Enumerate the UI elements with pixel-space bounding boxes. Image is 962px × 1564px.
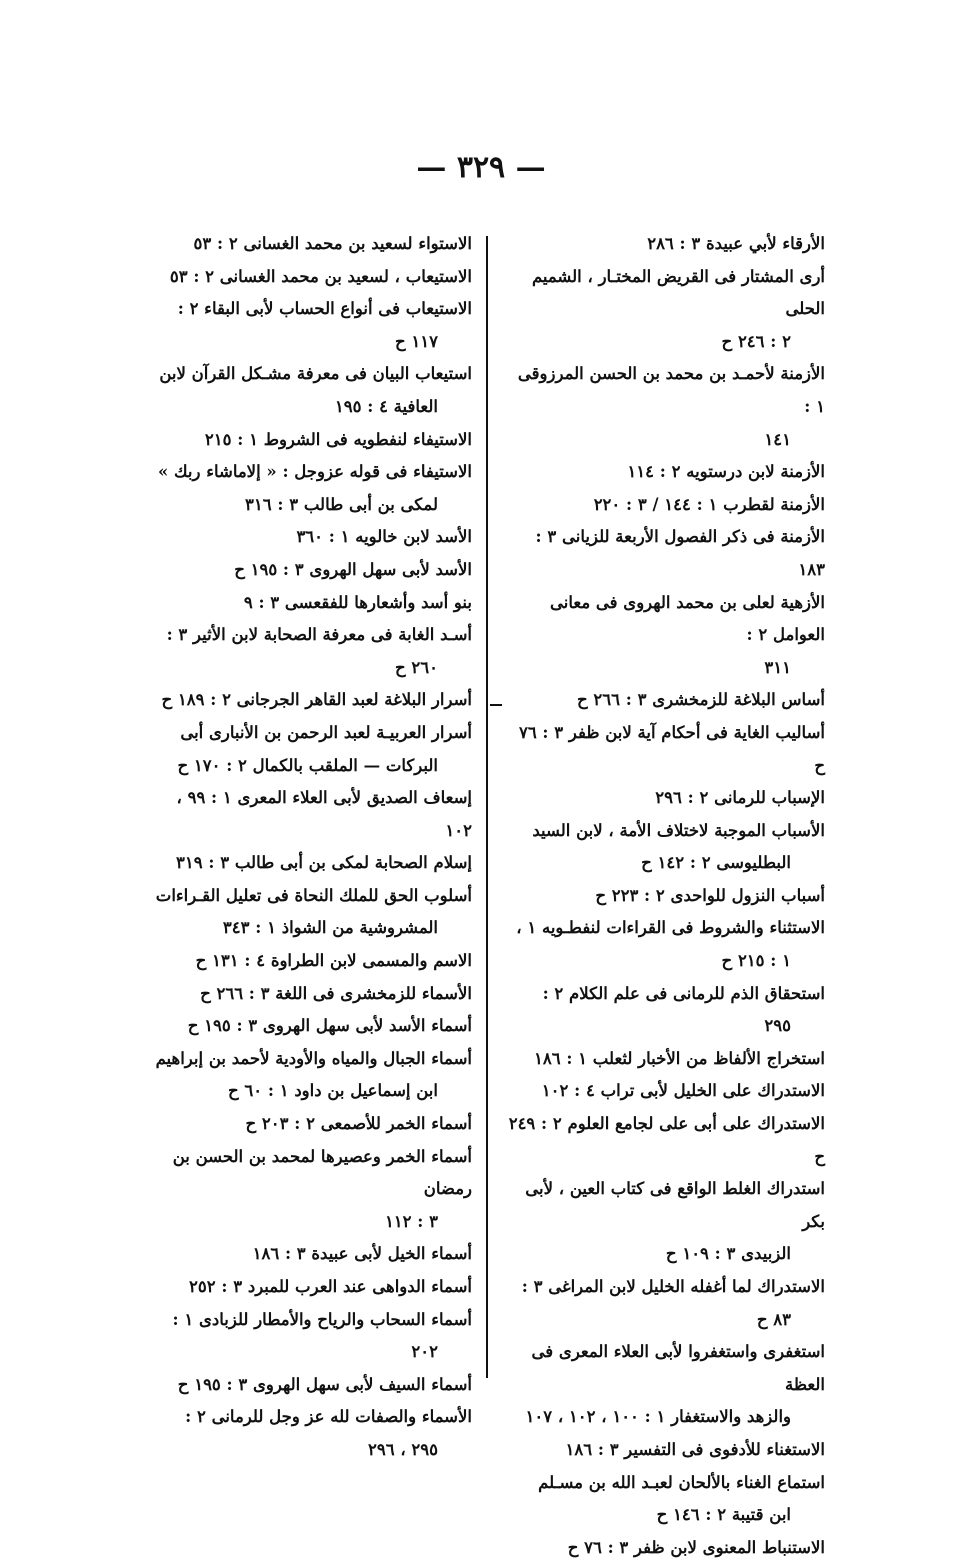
index-entry <box>150 587 472 620</box>
index-entry <box>505 1075 825 1108</box>
index-entry <box>150 1271 472 1304</box>
index-entry <box>150 782 472 847</box>
index-entry <box>150 945 472 978</box>
entry-title: استغفرى واستغفروا لأبى العلاء المعرى فى العظة <box>531 1342 825 1394</box>
entry-continuation: الزبيدى ٣ : ١٠٩ ح <box>665 1244 791 1264</box>
index-entry <box>150 978 472 1011</box>
entry-continuation: البطليوسى ٢ : ١٤٢ ح <box>641 853 791 873</box>
entry-continuation: ١١٧ ح <box>395 331 438 351</box>
entry-title: الأزهية لعلى بن محمد الهروى فى معانى العوامل ٢ : <box>549 592 825 645</box>
entry-continuation: ٨٣ ح <box>756 1309 791 1329</box>
index-entry <box>150 1043 472 1108</box>
entry-continuation: ٢٩٥ <box>764 1016 791 1036</box>
index-entry <box>505 1173 825 1271</box>
entry-title: الاستغناء للأدفوى فى التفسير ٣ : ١٨٦ <box>565 1439 825 1459</box>
entry-continuation: ٢٦٠ ح <box>395 657 438 677</box>
index-entry <box>150 1304 472 1369</box>
entry-title: أسباب النزول للواحدى ٢ : ٢٢٣ ح <box>595 885 825 905</box>
entry-title: استخراج الألفاظ من الأخبار لثعلب ١ : ١٨٦ <box>533 1048 825 1068</box>
entry-title: أرى المشتار فى القريض المختـار ، الشميم الحلى <box>531 266 825 319</box>
index-entry <box>505 912 825 977</box>
entry-title: أسماء الخمر للأصمعى ٢ : ٢٠٣ ح <box>245 1114 472 1134</box>
entry-continuation: ١ : ٢١٥ ح <box>721 951 791 971</box>
index-entry <box>150 847 472 880</box>
column-divider <box>486 236 488 1378</box>
entry-continuation: ابن إسماعيل بن داود ١ : ٦٠ ح <box>227 1081 438 1101</box>
index-entry <box>505 228 825 261</box>
index-entry <box>505 489 825 522</box>
index-entry <box>150 619 472 684</box>
index-entry <box>505 717 825 782</box>
index-entry <box>150 1369 472 1402</box>
entry-title: الاستيفاء لنفطويه فى الشروط ١ : ٢١٥ <box>204 429 472 449</box>
entry-title: الأرقاء لأبي عبيدة ٣ : ٢٨٦ <box>647 234 825 253</box>
entry-title: أسماء السيف لأبى سهل الهروى ٣ : ١٩٥ ح <box>177 1374 472 1394</box>
entry-title: الأسماء للزمخشرى فى اللغة ٣ : ٢٦٦ ح <box>200 983 472 1003</box>
entry-title: الأسباب الموجبة لاختلاف الأمة ، لابن السيد <box>532 820 825 840</box>
index-entry <box>150 261 472 294</box>
entry-title: استدراك الغلط الواقع فى كتاب العين ، لأبى بكر <box>525 1179 825 1231</box>
entry-continuation: ٢ : ٢٤٦ ح <box>721 331 791 351</box>
index-entry <box>150 684 472 717</box>
index-column-left <box>150 228 472 1467</box>
entry-title: بنو أسد وأشعارها للفقعسى ٣ : ٩ <box>243 592 472 612</box>
index-entry <box>505 456 825 489</box>
index-entry <box>505 1336 825 1434</box>
entry-title: إسلام الصحابة لمكى بن أبى طالب ٣ : ٣١٩ <box>176 853 472 873</box>
index-entry <box>150 1141 472 1239</box>
entry-title: الاستيعاب فى أنواع الحساب لأبى البقاء ٢ : <box>177 299 472 319</box>
entry-title: الإسباب للرمانى ٢ : ٢٩٦ <box>655 788 825 808</box>
entry-title: أسماء الخمر وعصيرها لمحمد بن الحسن بن رمضان <box>172 1146 472 1199</box>
entry-title: استحقاق الذم للرمانى فى علم الكلام ٢ : <box>542 983 825 1003</box>
index-entry <box>150 521 472 554</box>
entry-title: الاستدراك لما أغفله الخليل لابن المراغى ٣ : <box>521 1277 825 1296</box>
entry-continuation: المشروشية من الشواذ ١ : ٣٤٣ <box>222 918 438 938</box>
entry-title: الأزمنة فى ذكر الفصول الأربعة للزيانى ٣ : ١٨٣ <box>535 527 825 579</box>
entry-title: الأسد لابن خالويه ١ : ٣٦٠ <box>296 527 472 547</box>
entry-title: الاستنباط المعنوى لابن ظفر ٣ : ٧٦ ح <box>567 1537 825 1557</box>
entry-title: الأزمنة لقطرب ١ : ١٤٤ / ٣ : ٢٢٠ <box>593 494 825 514</box>
index-entry <box>505 587 825 685</box>
entry-title: الاستيعاب ، لسعيد بن محمد الغسانى ٢ : ٥٣ <box>169 266 472 286</box>
index-entry <box>505 815 825 880</box>
entry-title: استيعاب البيان فى معرفة مشـكل القرآن لابن <box>159 364 472 384</box>
entry-title: إسعاف الصديق لأبى العلاء المعرى ١ : ٩٩ ، ١٠٢ <box>176 788 472 840</box>
index-entry <box>150 456 472 521</box>
entry-title: الاستثناء والشروط فى القراءات لنفطـويه ١ ، <box>516 918 825 938</box>
entry-title: أسماء الأسد لأبى سهل الهروى ٣ : ١٩٥ ح <box>187 1016 472 1036</box>
index-column-right <box>505 228 825 1564</box>
entry-title: الأزمنة لابن درستويه ٢ : ١١٤ <box>627 462 825 482</box>
entry-continuation: البركات — الملقب بالكمال ٢ : ١٧٠ ح <box>177 755 438 775</box>
entry-continuation: العافية ٤ : ١٩٥ <box>334 396 438 416</box>
index-entry <box>505 358 825 456</box>
index-entry <box>505 1271 825 1336</box>
entry-continuation: ٢٠٢ <box>411 1342 438 1362</box>
index-entry <box>150 424 472 457</box>
entry-continuation: ٣١١ <box>764 657 791 677</box>
entry-title: أسلوب الحق للملك النحاة فى تعليل القـراءات <box>155 885 472 905</box>
index-entry <box>150 1238 472 1271</box>
index-entry <box>505 1532 825 1564</box>
index-entry <box>505 782 825 815</box>
index-entry <box>150 1401 472 1466</box>
entry-continuation: ٢٩٥ ، ٢٩٦ <box>367 1439 438 1459</box>
index-entry <box>505 261 825 359</box>
entry-title: الاستدراك على الخليل لأبى تراب ٤ : ١٠٢ <box>541 1081 825 1101</box>
entry-continuation: ٣ : ١١٢ <box>384 1211 438 1231</box>
divider-tick-mark <box>490 704 502 706</box>
index-entry <box>505 978 825 1043</box>
index-entry <box>150 228 472 261</box>
index-entry <box>505 880 825 913</box>
entry-title: الأسماء والصفات لله عز وجل للرمانى ٢ : <box>185 1407 472 1427</box>
page-number: — ٣٢٩ — <box>416 150 546 185</box>
index-entry <box>505 1043 825 1076</box>
entry-title: أسماء الخيل لأبى عبيدة ٣ : ١٨٦ <box>252 1244 472 1264</box>
entry-title: الأزمنة لأحمـد بن محمد بن الحسن المرزوقى ١ : <box>517 364 825 416</box>
entry-title: أسماء الدواهى عند العرب للمبرد ٣ : ٢٥٢ <box>189 1277 472 1296</box>
entry-title: أساس البلاغة للزمخشرى ٣ : ٢٦٦ ح <box>576 690 825 710</box>
entry-title: أسرار العربيـة لعبد الرحمن بن الأنبارى أبى <box>180 722 472 742</box>
index-entry <box>150 880 472 945</box>
index-entry <box>505 1467 825 1532</box>
index-entry <box>505 1434 825 1467</box>
entry-continuation: ١٤١ <box>764 429 791 449</box>
index-entry <box>150 717 472 782</box>
index-entry <box>150 1010 472 1043</box>
entry-title: أسماء السحاب والرياح والأمطار للزبادى ١ : <box>172 1309 472 1329</box>
entry-continuation: ابن قتيبة ٢ : ١٤٦ ح <box>656 1505 791 1525</box>
index-entry <box>150 293 472 358</box>
entry-title: استماع الغناء بالألحان لعبـد الله بن مسـلم <box>538 1472 825 1492</box>
entry-title: الاسم والمسمى لابن الطراوة ٤ : ١٣١ ح <box>195 951 472 971</box>
entry-title: الاستدراك على أبى على لجامع العلوم ٢ : ٢٤٩ ح <box>508 1114 825 1166</box>
index-entry <box>150 1108 472 1141</box>
entry-title: الاستيفاء فى قوله عزوجل : « إلاماشاء ربك » <box>157 462 472 482</box>
entry-title: أسرار البلاغة لعبد القاهر الجرجانى ٢ : ١٨٩ ح <box>161 690 472 710</box>
entry-title: الأسد لأبى سهل الهروى ٣ : ١٩٥ ح <box>234 559 472 579</box>
index-entry <box>505 684 825 717</box>
index-entry <box>150 554 472 587</box>
index-entry <box>150 358 472 423</box>
index-entry <box>505 1108 825 1173</box>
entry-continuation: والزهد والاستغفار ١ : ١٠٠ ، ١٠٢ ، ١٠٧ <box>525 1407 791 1427</box>
entry-title: أساليب الغاية فى أحكام آية لابن ظفر ٣ : ٧٦ ح <box>518 722 825 775</box>
entry-title: أسـد الغابة فى معرفة الصحابة لابن الأثير ٣ : <box>166 625 472 645</box>
entry-title: أسماء الجبال والمياه والأودية لأحمد بن إبراهيم <box>155 1048 472 1068</box>
index-entry <box>505 521 825 586</box>
entry-continuation: لمكى بن أبى طالب ٣ : ٣١٦ <box>245 494 438 514</box>
entry-title: الاستواء لسعيد بن محمد الغسانى ٢ : ٥٣ <box>193 234 472 253</box>
